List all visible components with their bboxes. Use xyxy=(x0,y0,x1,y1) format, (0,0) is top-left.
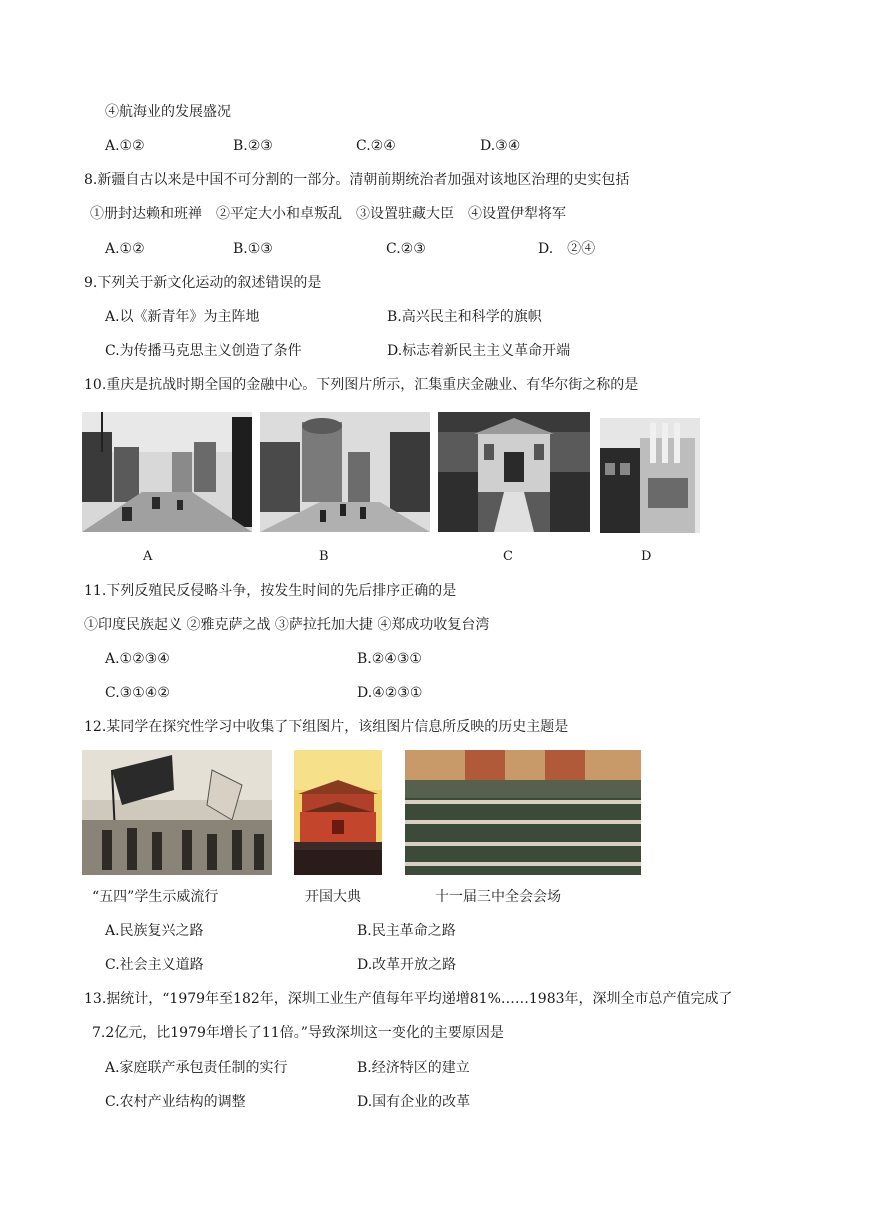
photo-third-plenum-hall xyxy=(405,750,641,875)
q13-option-d: D.国有企业的改革 xyxy=(357,1094,471,1110)
photo-founding-ceremony xyxy=(294,750,382,875)
caption-third-plenum: 十一届三中全会会场 xyxy=(435,889,561,905)
photo-d-label: D xyxy=(641,549,652,564)
photo-c-bank-building xyxy=(438,412,590,532)
q13-option-a: A.家庭联产承包责任制的实行 xyxy=(105,1060,288,1076)
q9-option-a: A.以《新青年》为主阵地 xyxy=(105,309,260,325)
q13-option-b: B.经济特区的建立 xyxy=(357,1060,470,1076)
photo-c-label: C xyxy=(503,549,513,564)
q9-option-c: C.为传播马克思主义创造了条件 xyxy=(105,343,302,359)
q7-option-a: A.①② xyxy=(105,138,145,154)
q7-item-4: ④航海业的发展盛况 xyxy=(105,104,231,120)
q9-option-b: B.高兴民主和科学的旗帜 xyxy=(387,309,542,325)
q11-option-d: D.④②③① xyxy=(357,685,423,701)
q7-option-b: B.②③ xyxy=(233,138,273,154)
photo-a-street xyxy=(82,412,252,532)
photo-b-label: B xyxy=(319,549,329,564)
q8-option-b: B.①③ xyxy=(233,241,273,257)
photo-b-street xyxy=(260,412,430,532)
q13-stem-line2: 7.2亿元，比1979年增长了11倍。”导致深圳这一变化的主要原因是 xyxy=(92,1025,504,1041)
q11-option-b: B.②④③① xyxy=(357,651,422,667)
q11-stem: 11.下列反殖民反侵略斗争，按发生时间的先后排序正确的是 xyxy=(84,583,457,599)
q11-option-c: C.③①④② xyxy=(105,685,170,701)
q8-option-c: C.②③ xyxy=(386,241,426,257)
q12-option-a: A.民族复兴之路 xyxy=(105,923,204,939)
q7-option-d: D.③④ xyxy=(480,138,521,154)
photo-d-building xyxy=(600,418,700,533)
q12-option-b: B.民主革命之路 xyxy=(357,923,456,939)
q8-option-a: A.①② xyxy=(105,241,145,257)
q8-stem: 8.新疆自古以来是中国不可分割的一部分。清朝前期统治者加强对该地区治理的史实包括 xyxy=(84,172,630,188)
caption-may-fourth: “五四”学生示威流行 xyxy=(92,889,219,905)
q12-option-d: D.改革开放之路 xyxy=(357,957,457,973)
q13-stem-line1: 13.据统计，“1979年至182年，深圳工业生产值每年平均递增81%……1983年，深圳全市总产值完成了 xyxy=(84,991,733,1007)
q11-option-a: A.①②③④ xyxy=(105,651,170,667)
photo-may-fourth-protest xyxy=(82,750,272,875)
q13-option-c: C.农村产业结构的调整 xyxy=(105,1094,246,1110)
q9-stem: 9.下列关于新文化运动的叙述错误的是 xyxy=(84,275,322,291)
q12-option-c: C.社会主义道路 xyxy=(105,957,204,973)
q8-option-d: D. ②④ xyxy=(538,241,596,257)
photo-a-label: A xyxy=(143,549,153,564)
q11-items: ①印度民族起义 ②雅克萨之战 ③萨拉托加大捷 ④郑成功收复台湾 xyxy=(84,617,490,633)
q10-stem: 10.重庆是抗战时期全国的金融中心。下列图片所示，汇集重庆金融业、有华尔街之称的是 xyxy=(84,377,639,393)
q8-items: ①册封达赖和班禅 ②平定大小和卓叛乱 ③设置驻藏大臣 ④设置伊犁将军 xyxy=(90,206,566,222)
caption-founding-ceremony: 开国大典 xyxy=(305,889,361,905)
q7-option-c: C.②④ xyxy=(356,138,396,154)
q9-option-d: D.标志着新民主主义革命开端 xyxy=(387,343,571,359)
q12-stem: 12.某同学在探究性学习中收集了下组图片，该组图片信息所反映的历史主题是 xyxy=(84,719,569,735)
